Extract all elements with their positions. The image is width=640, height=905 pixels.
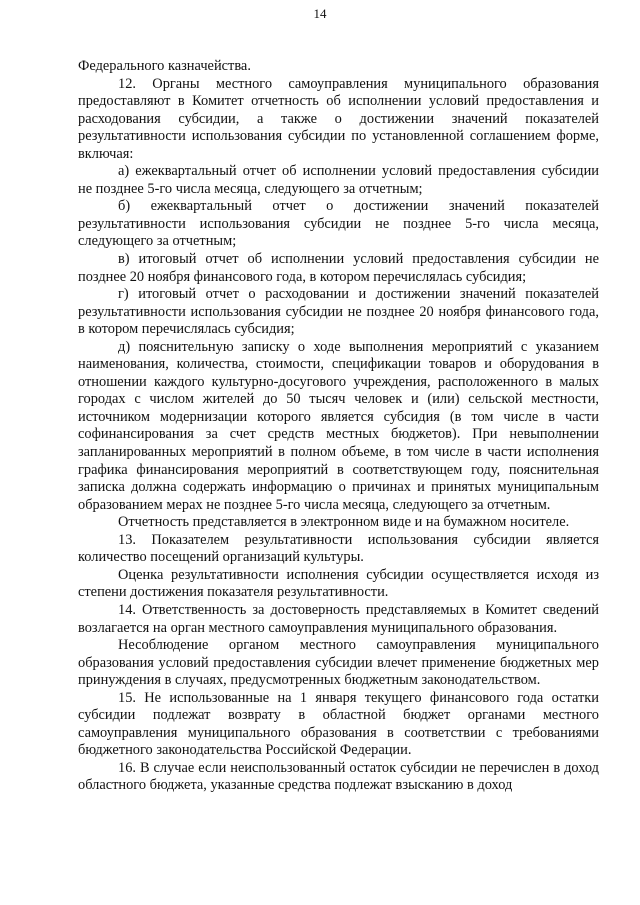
list-item-v: в) итоговый отчет об исполнении условий предоставления субсидии не позднее 20 ноября финансового года, в котором перечислялась субсидия; [78,251,599,285]
page-number: 14 [313,6,327,21]
list-item-a: а) ежеквартальный отчет об исполнении условий предоставления субсидии не позднее 5-го числа месяца, следующего за отчетным; [78,163,599,197]
paragraph-16: 16. В случае если неиспользованный остаток субсидии не перечислен в доход областного бюджета, указанные средства подлежат взысканию в доход [78,759,599,794]
list-item-b: б) ежеквартальный отчет о достижении значений показателей результативности использования субсидии не позднее 5-го числа месяца, следующего за отчетным; [78,198,599,250]
paragraph-evaluation: Оценка результативности исполнения субсидии осуществляется исходя из степени достижения показателя результативности. [78,566,599,601]
list-item-d: д) пояснительную записку о ходе выполнения мероприятий с указанием наименования, количества, стоимости, спецификации товаров и оборудования в отношении каждого культурно-досугового учреждения, расположенного в малых городах с числом жителей до 50 тысяч человек и (или) сельской местности, источником модернизации которого является субсидия (в том числе в части софинансирования за счет средств местных бюджетов). При невыполнении запланированных мероприятий в полном объеме, в том числе в части исполнения графика финансирования мероприятий в соответствующем году, пояснительная записка должна содержать информацию о причинах и принятых муниципальным образованием мерах не позднее 5-го числа месяца, следующего за отчетным. [78,338,599,513]
paragraph-intro: Федерального казначейства. [78,58,251,74]
paragraph-12: 12. Органы местного самоуправления муниципального образования предоставляют в Комитет отчетность об исполнении условий предоставления и расходования субсидии, а также о достижении значений показателей результативности использования субсидии по установленной соглашением форме, включая: [78,75,599,162]
list-item-g: г) итоговый отчет о расходовании и достижении значений показателей результативности использования субсидии не позднее 20 ноября финансового года, в котором перечислялась субсидия; [78,286,599,338]
paragraph-noncompliance: Несоблюдение органом местного самоуправления муниципального образования условий предоставления субсидии влечет применение бюджетных мер принуждения в случаях, предусмотренных бюджетным законодательством. [78,637,599,689]
paragraph-13: 13. Показателем результативности использования субсидии является количество посещений организаций культуры. [78,531,599,566]
paragraph-15: 15. Не использованные на 1 января текущего финансового года остатки субсидии подлежат возврату в областной бюджет органами местного самоуправления муниципального образования в соответствии с требованиями бюджетного законодательства Российской Федерации. [78,689,599,759]
document-body [78,58,599,795]
paragraph-reporting-format: Отчетность представляется в электронном виде и на бумажном носителе. [118,514,570,531]
paragraph-14: 14. Ответственность за достоверность представляемых в Комитет сведений возлагается на орган местного самоуправления муниципального образования. [78,601,599,636]
